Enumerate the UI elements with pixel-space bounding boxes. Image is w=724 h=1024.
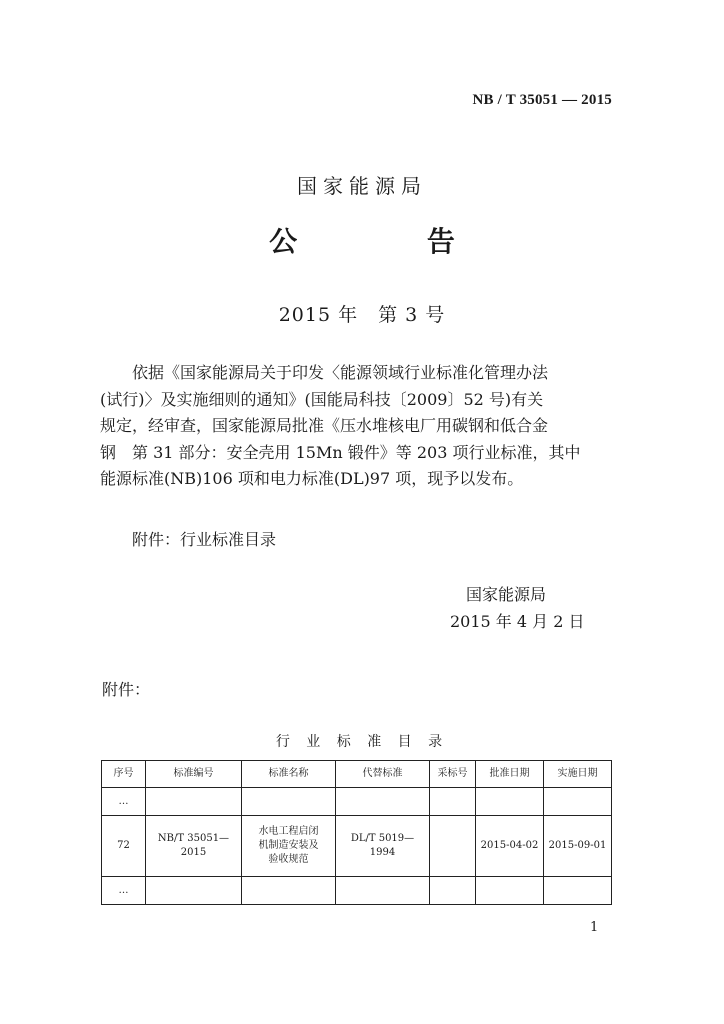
cell-line: 2015: [180, 847, 207, 858]
ellipsis-cell: …: [102, 877, 146, 905]
table-row: [102, 788, 612, 816]
approved-date-cell: 2015-04-02: [476, 816, 544, 877]
signer: 国家能源局: [466, 585, 547, 604]
standard-code: NB / T 35051 — 2015: [472, 92, 612, 108]
body-line: 能源标准(NB)106 项和电力标准(DL)97 项，现予以发布。: [100, 469, 524, 488]
adopted-cell: [430, 816, 476, 877]
standards-table: [101, 760, 612, 905]
body-line: 依据《国家能源局关于印发〈能源领域行业标准化管理办法: [132, 363, 549, 382]
announcement-title: 公 告: [269, 225, 515, 258]
effective-date-cell: 2015-09-01: [544, 816, 612, 877]
column-header: 标准名称: [242, 761, 336, 788]
sign-date: 2015 年 4 月 2 日: [450, 612, 585, 631]
page-number: 1: [590, 920, 599, 935]
seq-cell: 72: [102, 816, 146, 877]
attachment-line: 附件：行业标准目录: [132, 530, 277, 549]
table-header-row: [102, 761, 612, 788]
ellipsis-cell: …: [102, 788, 146, 816]
name-cell: [242, 816, 336, 877]
column-header: 实施日期: [544, 761, 612, 788]
announcement-body: [100, 360, 612, 493]
body-line: (试行)〉及实施细则的通知》(国能局科技〔2009〕52 号)有关: [100, 389, 544, 409]
replaces-cell: [336, 816, 430, 877]
column-header: 序号: [102, 761, 146, 788]
column-header: 采标号: [430, 761, 476, 788]
table-row: [102, 877, 612, 905]
cell-line: 验收规范: [268, 854, 309, 865]
column-header: 代替标准: [336, 761, 430, 788]
body-line: 钢 第 31 部分：安全壳用 15Mn 锻件》等 203 项行业标准，其中: [100, 442, 581, 462]
column-header: 批准日期: [476, 761, 544, 788]
cell-line: NB/T 35051—: [157, 833, 230, 844]
agency-name: 国家能源局: [297, 174, 427, 198]
cell-line: DL/T 5019—: [350, 833, 415, 844]
cell-line: 1994: [369, 847, 396, 858]
body-line: 规定，经审查，国家能源局批准《压水堆核电厂用碳钢和低合金: [100, 416, 549, 435]
table-row: [102, 816, 612, 877]
cell-line: 水电工程启闭: [258, 826, 319, 837]
column-header: 标准编号: [146, 761, 242, 788]
table-title: 行 业 标 准 目 录: [275, 734, 449, 750]
issue-number: 2015 年 第 3 号: [278, 304, 446, 326]
code-cell: [146, 816, 242, 877]
cell-line: 机制造安装及: [258, 840, 319, 851]
attachment-heading: 附件：: [102, 680, 151, 699]
